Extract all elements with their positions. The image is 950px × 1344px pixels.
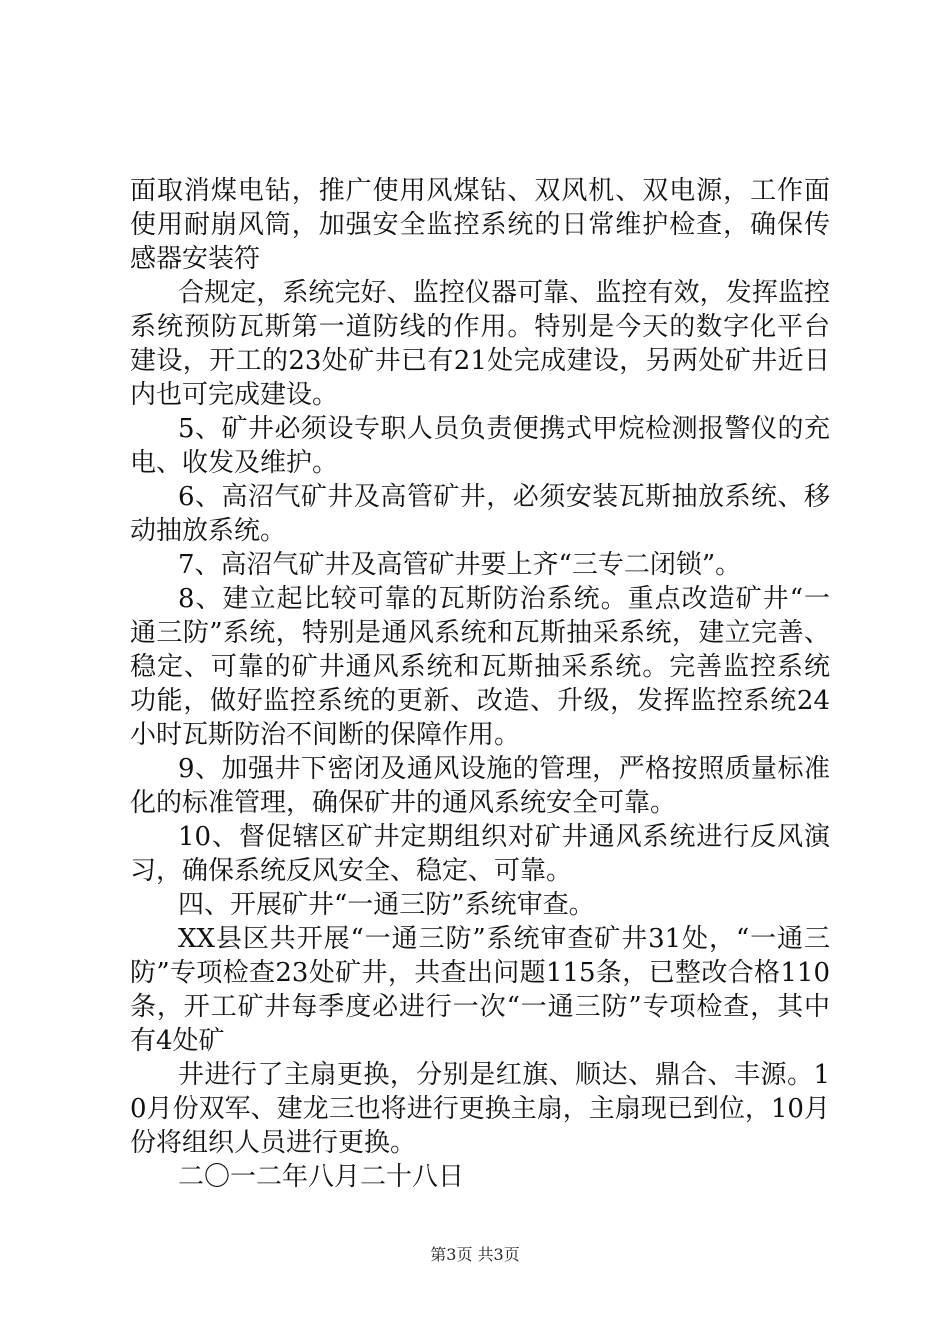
paragraph-5: 7、高沼气矿井及高管矿井要上齐“三专二闭锁”。 — [178, 550, 742, 580]
section-heading: 四、开展矿井“一通三防”系统审查。 — [178, 890, 595, 920]
document-date: 二〇一二年八月二十八日 — [178, 1162, 465, 1192]
paragraph-3: 5、矿井必须设专职人员负责便携式甲烷检测报警仪的充电、收发及维护。 — [130, 414, 830, 478]
paragraph-7: 9、加强井下密闭及通风设施的管理，严格按照质量标准化的标准管理，确保矿井的通风系统安全可靠。 — [130, 754, 830, 818]
paragraph-1: 面取消煤电钻，推广使用风煤钻、双风机、双电源，工作面使用耐崩风筒，加强安全监控系统的日常维护检查，确保传感器安装符 — [130, 176, 830, 274]
paragraph-8: 10、督促辖区矿井定期组织对矿井通风系统进行反风演习，确保系统反风安全、稳定、可靠。 — [130, 822, 830, 886]
page-number-footer: 第3页 共3页 — [430, 1245, 520, 1264]
paragraph-4: 6、高沼气矿井及高管矿井，必须安装瓦斯抽放系统、移动抽放系统。 — [130, 482, 830, 546]
paragraph-2: 合规定，系统完好、监控仪器可靠、监控有效，发挥监控系统预防瓦斯第一道防线的作用。特别是今天的数字化平台建设，开工的23处矿井已有21处完成建设，另两处矿井近日内也可完成建设。 — [130, 278, 830, 410]
paragraph-6: 8、建立起比较可靠的瓦斯防治系统。重点改造矿井“一通三防”系统，特别是通风系统和瓦斯抽采系统，建立完善、稳定、可靠的矿井通风系统和瓦斯抽采系统。完善监控系统功能，做好监控系统的更新、改造、升级，发挥监控系统24小时瓦斯防治不间断的保障作用。 — [130, 584, 830, 750]
document-body — [130, 174, 830, 1194]
paragraph-9: XX县区共开展“一通三防”系统审查矿井31处，“一通三防”专项检查23处矿井，共查出问题115条，已整改合格110条，开工矿井每季度必进行一次“一通三防”专项检查，其中有4处矿 — [130, 924, 830, 1056]
paragraph-10: 井进行了主扇更换，分别是红旗、顺达、鼎合、丰源。10月份双军、建龙三也将进行更换主扇，主扇现已到位，10月份将组织人员进行更换。 — [130, 1060, 830, 1158]
